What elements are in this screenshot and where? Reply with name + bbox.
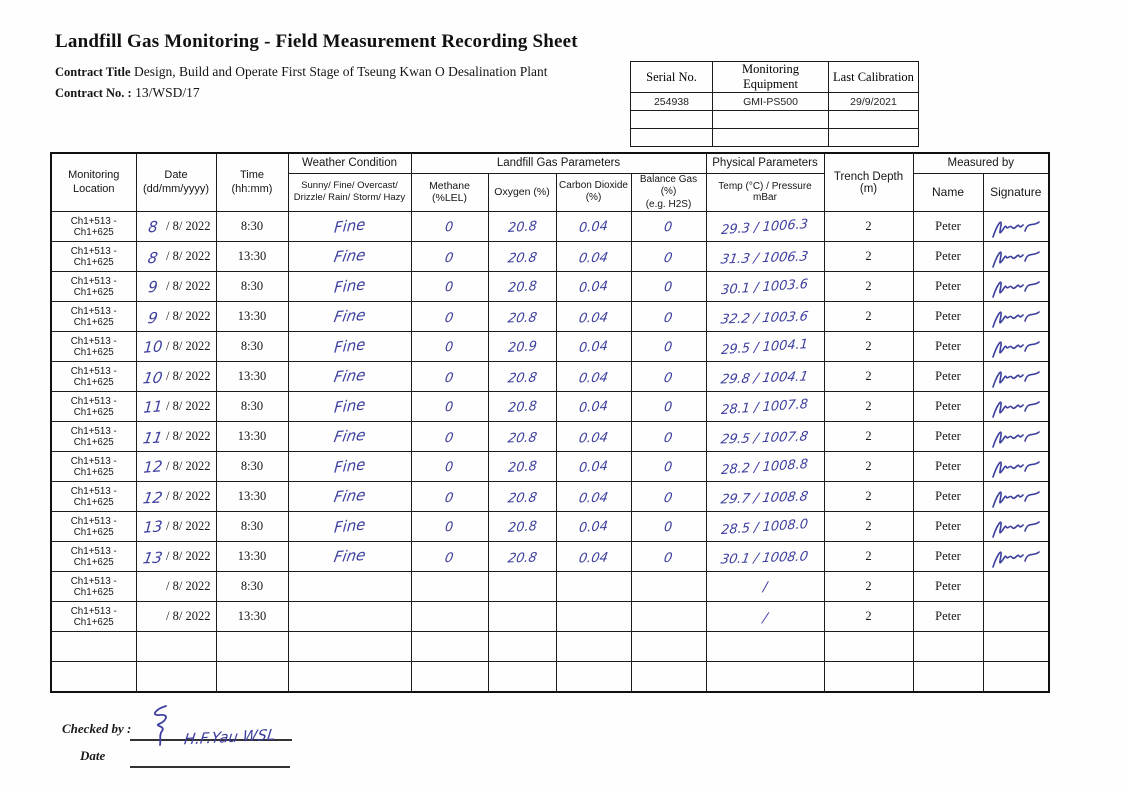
cell-date: 13 / 8/ 2022 <box>136 542 216 572</box>
table-row <box>51 332 1049 362</box>
cell-methane <box>411 662 488 692</box>
cell-signature <box>983 632 1049 662</box>
cell-temp-pressure: 29.3 / 1006.3 <box>706 212 824 242</box>
cell-date: / 8/ 2022 <box>136 602 216 632</box>
cell-signature <box>983 662 1049 692</box>
cell-temp-pressure: 32.2 / 1003.6 <box>706 302 824 332</box>
cell-carbon-dioxide: 0.04 <box>556 392 631 422</box>
cell-weather <box>288 632 411 662</box>
cell-name: Peter <box>913 452 983 482</box>
signature-scribble-icon <box>990 336 1042 360</box>
monitoring-body <box>51 212 1049 692</box>
equipment-header-row <box>631 62 919 93</box>
table-row <box>51 392 1049 422</box>
header-physical-group: Physical Parameters <box>706 153 824 173</box>
header-methane: Methane (%LEL) <box>411 173 488 212</box>
cell-date: 9 / 8/ 2022 <box>136 302 216 332</box>
cell-trench-depth: 2 <box>824 392 913 422</box>
equipment-cell <box>713 129 829 147</box>
cell-oxygen <box>488 602 556 632</box>
cell-balance-gas: 0 <box>631 512 706 542</box>
cell-name: Peter <box>913 512 983 542</box>
header-name: Name <box>913 173 983 212</box>
cell-carbon-dioxide: 0.04 <box>556 542 631 572</box>
header-measured-group: Measured by <box>913 153 1049 173</box>
cell-time: 13:30 <box>216 242 288 272</box>
monitoring-table <box>50 152 1050 693</box>
cell-oxygen <box>488 632 556 662</box>
cell-signature <box>983 362 1049 392</box>
cell-location: Ch1+513 - Ch1+625 <box>51 512 136 542</box>
cell-carbon-dioxide: 0.04 <box>556 332 631 362</box>
cell-weather: Fine <box>288 452 411 482</box>
cell-signature <box>983 272 1049 302</box>
cell-time: 13:30 <box>216 422 288 452</box>
cell-oxygen: 20.8 <box>488 452 556 482</box>
signature-scribble-icon <box>990 516 1042 540</box>
contract-title-value: Design, Build and Operate First Stage of Tseung Kwan O Desalination Plant <box>133 64 548 79</box>
page-title: Landfill Gas Monitoring - Field Measurement Recording Sheet <box>55 31 578 52</box>
cell-time: 8:30 <box>216 212 288 242</box>
cell-oxygen <box>488 572 556 602</box>
checked-by-name: H.F.Yau WSL <box>182 725 277 749</box>
cell-oxygen: 20.8 <box>488 272 556 302</box>
header-weather-group: Weather Condition <box>288 153 411 173</box>
cell-name: Peter <box>913 212 983 242</box>
cell-oxygen: 20.8 <box>488 512 556 542</box>
signature-scribble-icon <box>990 366 1042 390</box>
cell-balance-gas: 0 <box>631 362 706 392</box>
checked-by-label: Checked by : <box>62 721 132 736</box>
signature-scribble-icon <box>990 396 1042 420</box>
table-row <box>51 302 1049 332</box>
date-label: Date <box>80 748 106 763</box>
cell-date: 12 / 8/ 2022 <box>136 482 216 512</box>
cell-name: Peter <box>913 422 983 452</box>
cell-temp-pressure: / <box>706 602 824 632</box>
cell-name: Peter <box>913 272 983 302</box>
contract-no-line <box>55 85 200 101</box>
signature-scribble-icon <box>990 486 1042 510</box>
cell-balance-gas: 0 <box>631 212 706 242</box>
cell-date: 8 / 8/ 2022 <box>136 212 216 242</box>
cell-time: 13:30 <box>216 482 288 512</box>
cell-date: / 8/ 2022 <box>136 572 216 602</box>
cell-trench-depth: 2 <box>824 272 913 302</box>
equipment-table <box>630 61 919 147</box>
cell-oxygen: 20.8 <box>488 302 556 332</box>
table-row <box>51 422 1049 452</box>
cell-date <box>136 662 216 692</box>
cell-name: Peter <box>913 302 983 332</box>
cell-temp-pressure: 28.2 / 1008.8 <box>706 452 824 482</box>
cell-methane: 0 <box>411 302 488 332</box>
cell-balance-gas <box>631 662 706 692</box>
cell-signature <box>983 512 1049 542</box>
table-row <box>51 542 1049 572</box>
table-row <box>51 602 1049 632</box>
cell-date: 10 / 8/ 2022 <box>136 332 216 362</box>
cell-methane: 0 <box>411 212 488 242</box>
cell-name: Peter <box>913 332 983 362</box>
cell-location: Ch1+513 - Ch1+625 <box>51 242 136 272</box>
cell-trench-depth: 2 <box>824 362 913 392</box>
cell-balance-gas: 0 <box>631 482 706 512</box>
equipment-cell <box>829 111 919 129</box>
signature-scribble-icon <box>990 546 1042 570</box>
cell-oxygen: 20.8 <box>488 542 556 572</box>
cell-balance-gas: 0 <box>631 422 706 452</box>
cell-name: Peter <box>913 482 983 512</box>
contract-title-label: Contract Title <box>55 65 131 79</box>
cell-location: Ch1+513 - Ch1+625 <box>51 392 136 422</box>
cell-signature <box>983 422 1049 452</box>
equipment-header-calibration: Last Calibration <box>829 62 919 93</box>
table-row <box>51 512 1049 542</box>
cell-carbon-dioxide: 0.04 <box>556 242 631 272</box>
cell-time: 8:30 <box>216 512 288 542</box>
cell-trench-depth: 2 <box>824 212 913 242</box>
header-gas-group: Landfill Gas Parameters <box>411 153 706 173</box>
cell-weather <box>288 662 411 692</box>
cell-signature <box>983 332 1049 362</box>
cell-carbon-dioxide: 0.04 <box>556 362 631 392</box>
cell-carbon-dioxide <box>556 662 631 692</box>
equipment-cell <box>713 111 829 129</box>
cell-trench-depth <box>824 632 913 662</box>
equipment-cell: 29/9/2021 <box>829 93 919 111</box>
cell-trench-depth: 2 <box>824 302 913 332</box>
cell-location: Ch1+513 - Ch1+625 <box>51 482 136 512</box>
cell-carbon-dioxide: 0.04 <box>556 512 631 542</box>
header-weather-sub: Sunny/ Fine/ Overcast/ Drizzle/ Rain/ Storm/ Hazy <box>288 173 411 212</box>
cell-location: Ch1+513 - Ch1+625 <box>51 602 136 632</box>
cell-location: Ch1+513 - Ch1+625 <box>51 362 136 392</box>
cell-temp-pressure: 29.8 / 1004.1 <box>706 362 824 392</box>
cell-date: 13 / 8/ 2022 <box>136 512 216 542</box>
cell-time <box>216 662 288 692</box>
table-row <box>51 452 1049 482</box>
cell-trench-depth: 2 <box>824 572 913 602</box>
cell-trench-depth: 2 <box>824 512 913 542</box>
signature-scribble-icon <box>990 246 1042 270</box>
cell-name: Peter <box>913 242 983 272</box>
cell-time: 13:30 <box>216 362 288 392</box>
cell-temp-pressure: 30.1 / 1008.0 <box>706 542 824 572</box>
cell-name <box>913 662 983 692</box>
cell-oxygen: 20.8 <box>488 422 556 452</box>
signature-scribble-icon <box>990 456 1042 480</box>
cell-carbon-dioxide: 0.04 <box>556 452 631 482</box>
cell-methane <box>411 602 488 632</box>
cell-oxygen: 20.8 <box>488 362 556 392</box>
header-balance-gas: Balance Gas (%) (e.g. H2S) <box>631 173 706 212</box>
cell-weather <box>288 602 411 632</box>
table-row <box>51 272 1049 302</box>
cell-location: Ch1+513 - Ch1+625 <box>51 302 136 332</box>
cell-methane <box>411 572 488 602</box>
cell-weather: Fine <box>288 422 411 452</box>
table-row <box>51 362 1049 392</box>
cell-time: 8:30 <box>216 452 288 482</box>
cell-balance-gas: 0 <box>631 392 706 422</box>
cell-temp-pressure: / <box>706 572 824 602</box>
cell-signature <box>983 212 1049 242</box>
cell-weather: Fine <box>288 242 411 272</box>
cell-oxygen: 20.9 <box>488 332 556 362</box>
cell-date: 10 / 8/ 2022 <box>136 362 216 392</box>
cell-signature <box>983 572 1049 602</box>
signature-scribble-icon <box>990 426 1042 450</box>
cell-temp-pressure <box>706 662 824 692</box>
cell-balance-gas: 0 <box>631 542 706 572</box>
header-temp-pressure: Temp (°C) / Pressure mBar <box>706 173 824 212</box>
equipment-row <box>631 93 919 111</box>
cell-location: Ch1+513 - Ch1+625 <box>51 332 136 362</box>
cell-weather <box>288 572 411 602</box>
equipment-header-equipment: Monitoring Equipment <box>713 62 829 93</box>
cell-time: 13:30 <box>216 542 288 572</box>
header-trench-depth: Trench Depth (m) <box>824 153 913 212</box>
equipment-cell: GMI-PS500 <box>713 93 829 111</box>
cell-temp-pressure: 29.7 / 1008.8 <box>706 482 824 512</box>
cell-time: 13:30 <box>216 602 288 632</box>
equipment-body <box>631 93 919 147</box>
cell-location: Ch1+513 - Ch1+625 <box>51 572 136 602</box>
contract-no-label: Contract No. : <box>55 86 132 100</box>
checked-by-flourish-icon <box>146 704 174 746</box>
cell-temp-pressure: 28.1 / 1007.8 <box>706 392 824 422</box>
date-line <box>130 766 290 768</box>
cell-carbon-dioxide: 0.04 <box>556 302 631 332</box>
header-carbon-dioxide: Carbon Dioxide (%) <box>556 173 631 212</box>
cell-date: 9 / 8/ 2022 <box>136 272 216 302</box>
header-oxygen: Oxygen (%) <box>488 173 556 212</box>
table-row <box>51 242 1049 272</box>
cell-signature <box>983 602 1049 632</box>
cell-date: 8 / 8/ 2022 <box>136 242 216 272</box>
cell-trench-depth <box>824 662 913 692</box>
cell-time: 8:30 <box>216 332 288 362</box>
cell-carbon-dioxide <box>556 602 631 632</box>
cell-signature <box>983 542 1049 572</box>
cell-name <box>913 632 983 662</box>
header-time: Time (hh:mm) <box>216 153 288 212</box>
header-signature: Signature <box>983 173 1049 212</box>
cell-trench-depth: 2 <box>824 332 913 362</box>
checked-by-signature <box>146 704 277 749</box>
cell-trench-depth: 2 <box>824 422 913 452</box>
cell-temp-pressure: 28.5 / 1008.0 <box>706 512 824 542</box>
cell-carbon-dioxide <box>556 572 631 602</box>
cell-weather: Fine <box>288 512 411 542</box>
cell-methane: 0 <box>411 542 488 572</box>
table-row <box>51 212 1049 242</box>
cell-location: Ch1+513 - Ch1+625 <box>51 422 136 452</box>
cell-weather: Fine <box>288 392 411 422</box>
cell-weather: Fine <box>288 542 411 572</box>
cell-temp-pressure: 30.1 / 1003.6 <box>706 272 824 302</box>
cell-location: Ch1+513 - Ch1+625 <box>51 542 136 572</box>
cell-balance-gas <box>631 632 706 662</box>
signature-scribble-icon <box>990 216 1042 240</box>
cell-weather: Fine <box>288 212 411 242</box>
cell-trench-depth: 2 <box>824 602 913 632</box>
cell-methane: 0 <box>411 452 488 482</box>
cell-methane <box>411 632 488 662</box>
cell-date: 11 / 8/ 2022 <box>136 392 216 422</box>
cell-time: 8:30 <box>216 272 288 302</box>
cell-name: Peter <box>913 392 983 422</box>
cell-carbon-dioxide <box>556 632 631 662</box>
table-row <box>51 572 1049 602</box>
contract-title-line <box>55 64 547 80</box>
cell-carbon-dioxide: 0.04 <box>556 482 631 512</box>
cell-signature <box>983 242 1049 272</box>
contract-no-value: 13/WSD/17 <box>135 85 200 100</box>
cell-carbon-dioxide: 0.04 <box>556 212 631 242</box>
cell-weather: Fine <box>288 332 411 362</box>
cell-oxygen: 20.8 <box>488 482 556 512</box>
cell-signature <box>983 392 1049 422</box>
cell-balance-gas: 0 <box>631 302 706 332</box>
cell-time <box>216 632 288 662</box>
header-date: Date (dd/mm/yyyy) <box>136 153 216 212</box>
cell-balance-gas: 0 <box>631 332 706 362</box>
cell-oxygen: 20.8 <box>488 242 556 272</box>
cell-methane: 0 <box>411 362 488 392</box>
cell-signature <box>983 482 1049 512</box>
cell-location <box>51 662 136 692</box>
cell-time: 8:30 <box>216 572 288 602</box>
cell-balance-gas: 0 <box>631 272 706 302</box>
cell-balance-gas: 0 <box>631 452 706 482</box>
cell-weather: Fine <box>288 272 411 302</box>
table-row <box>51 632 1049 662</box>
cell-methane: 0 <box>411 392 488 422</box>
cell-location: Ch1+513 - Ch1+625 <box>51 212 136 242</box>
cell-temp-pressure: 29.5 / 1007.8 <box>706 422 824 452</box>
cell-location: Ch1+513 - Ch1+625 <box>51 452 136 482</box>
cell-signature <box>983 302 1049 332</box>
equipment-cell <box>829 129 919 147</box>
cell-trench-depth: 2 <box>824 242 913 272</box>
table-row <box>51 662 1049 692</box>
equipment-cell <box>631 111 713 129</box>
cell-carbon-dioxide: 0.04 <box>556 422 631 452</box>
cell-methane: 0 <box>411 512 488 542</box>
cell-methane: 0 <box>411 242 488 272</box>
cell-methane: 0 <box>411 482 488 512</box>
cell-date <box>136 632 216 662</box>
cell-name: Peter <box>913 602 983 632</box>
cell-date: 11 / 8/ 2022 <box>136 422 216 452</box>
cell-balance-gas <box>631 572 706 602</box>
equipment-cell <box>631 129 713 147</box>
cell-methane: 0 <box>411 332 488 362</box>
equipment-row <box>631 111 919 129</box>
cell-trench-depth: 2 <box>824 452 913 482</box>
cell-time: 8:30 <box>216 392 288 422</box>
signature-scribble-icon <box>990 306 1042 330</box>
cell-location: Ch1+513 - Ch1+625 <box>51 272 136 302</box>
cell-methane: 0 <box>411 272 488 302</box>
cell-temp-pressure: 31.3 / 1006.3 <box>706 242 824 272</box>
cell-methane: 0 <box>411 422 488 452</box>
cell-oxygen <box>488 662 556 692</box>
cell-temp-pressure: 29.5 / 1004.1 <box>706 332 824 362</box>
cell-trench-depth: 2 <box>824 542 913 572</box>
cell-weather: Fine <box>288 362 411 392</box>
cell-balance-gas <box>631 602 706 632</box>
equipment-row <box>631 129 919 147</box>
signature-scribble-icon <box>990 276 1042 300</box>
cell-oxygen: 20.8 <box>488 212 556 242</box>
header-monitoring-location: Monitoring Location <box>51 153 136 212</box>
table-row <box>51 482 1049 512</box>
cell-signature <box>983 452 1049 482</box>
cell-name: Peter <box>913 572 983 602</box>
cell-oxygen: 20.8 <box>488 392 556 422</box>
cell-location <box>51 632 136 662</box>
cell-date: 12 / 8/ 2022 <box>136 452 216 482</box>
cell-balance-gas: 0 <box>631 242 706 272</box>
cell-trench-depth: 2 <box>824 482 913 512</box>
cell-weather: Fine <box>288 302 411 332</box>
equipment-cell: 254938 <box>631 93 713 111</box>
cell-name: Peter <box>913 542 983 572</box>
equipment-header-serial: Serial No. <box>631 62 713 93</box>
header-row-groups <box>51 153 1049 173</box>
cell-weather: Fine <box>288 482 411 512</box>
cell-name: Peter <box>913 362 983 392</box>
cell-time: 13:30 <box>216 302 288 332</box>
cell-carbon-dioxide: 0.04 <box>556 272 631 302</box>
cell-temp-pressure <box>706 632 824 662</box>
